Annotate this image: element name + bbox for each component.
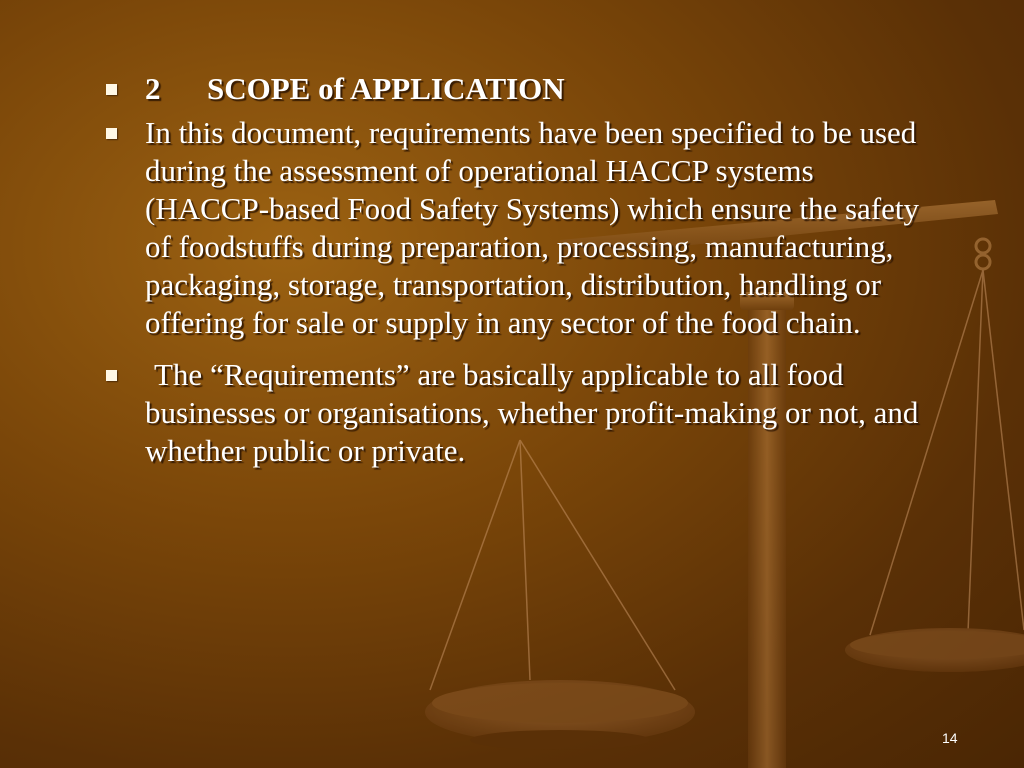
section-title: SCOPE of APPLICATION — [207, 71, 565, 106]
section-number: 2 — [145, 71, 161, 106]
bullet-square-icon — [106, 128, 117, 139]
paragraph-text: The “Requirements” are basically applicable to all food businesses or organisations, whether profit-making or not, and whether public or private. — [145, 357, 919, 468]
bullet-item-requirements-text — [100, 356, 920, 470]
section-heading — [100, 70, 920, 108]
paragraph-text: In this document, requirements have been specified to be used during the assessment of operational HACCP systems (HACCP-based Food Safety Systems) which ensure the safety of foodstuffs during preparation, processing, manufacturing, packaging, storage, transportation, distribution, handling or offering for sale or supply in any sector of the food chain. — [145, 115, 920, 340]
bullet-item-scope-text — [100, 114, 920, 342]
bullet-square-icon — [106, 84, 117, 95]
bullet-square-icon — [106, 370, 117, 381]
slide-page-number: 14 — [942, 730, 958, 746]
slide-body — [100, 70, 920, 470]
